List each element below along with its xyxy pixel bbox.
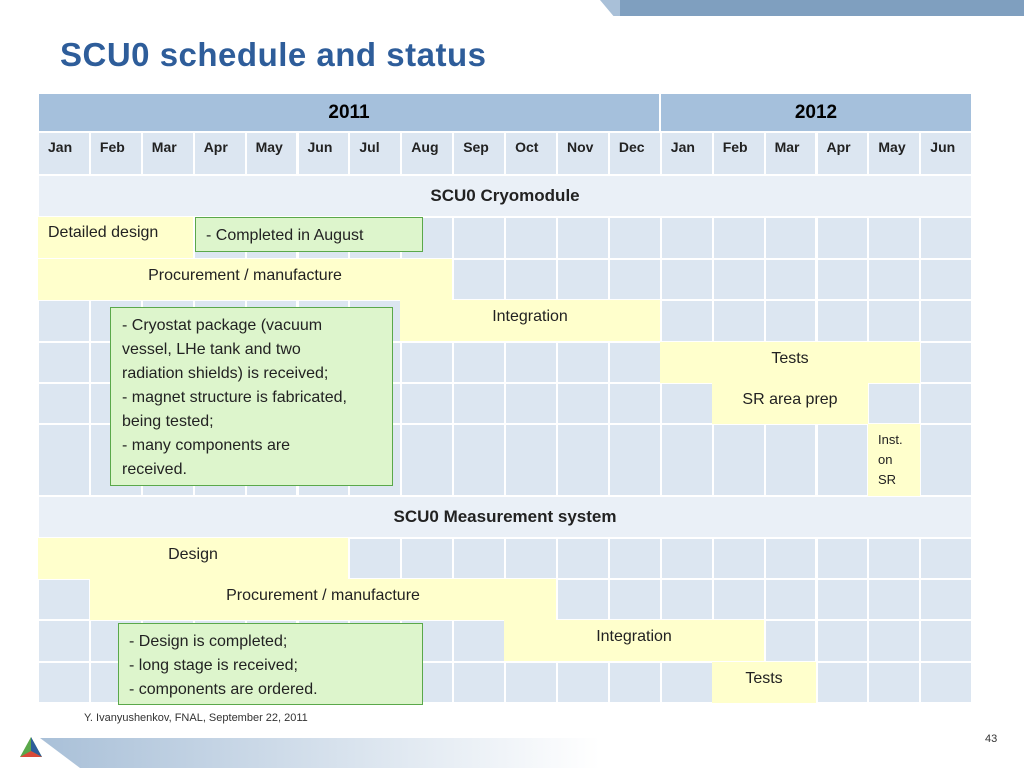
grid-cell <box>713 424 765 496</box>
grid-cell <box>817 620 869 662</box>
grid-cell <box>557 383 609 424</box>
grid-cell <box>868 579 920 620</box>
grid-cell <box>713 538 765 579</box>
grid-cell <box>38 383 90 424</box>
grid-cell <box>868 259 920 300</box>
grid-cell <box>453 620 505 662</box>
grid-cell <box>868 383 920 424</box>
grid-cell <box>401 383 453 424</box>
grid-cell <box>713 217 765 259</box>
grid-cell <box>661 217 713 259</box>
grid-cell <box>765 538 817 579</box>
grid-cell <box>920 342 972 383</box>
slide-title: SCU0 schedule and status <box>60 36 487 73</box>
grid-cell <box>609 579 661 620</box>
grid-cell <box>868 217 920 259</box>
grid-cell <box>713 259 765 300</box>
grid-cell <box>505 424 557 496</box>
bar-cryo-integration <box>400 300 660 341</box>
grid-cell <box>661 579 713 620</box>
bar-detailed-design-label: Detailed design <box>48 224 159 241</box>
grid-cell <box>609 538 661 579</box>
bar-meas-tests <box>712 662 816 703</box>
grid-cell <box>661 424 713 496</box>
grid-cell <box>609 259 661 300</box>
grid-cell <box>609 383 661 424</box>
month-header: Jun <box>920 132 972 175</box>
grid-cell <box>38 579 90 620</box>
grid-cell <box>557 217 609 259</box>
bar-meas-procurement-label: Procurement / manufacture <box>226 587 420 604</box>
grid-cell <box>38 424 90 496</box>
grid-cell <box>713 300 765 342</box>
note-measurement-status <box>118 623 423 705</box>
grid-cell <box>557 662 609 703</box>
grid-cell <box>557 259 609 300</box>
grid-cell <box>817 538 869 579</box>
section-cryomodule <box>38 175 972 217</box>
footer-author: Y. Ivanyushenkov, FNAL, September 22, 2011 <box>84 712 308 724</box>
grid-cell <box>817 259 869 300</box>
month-header: Sep <box>453 132 505 175</box>
bar-cryo-procurement-label: Procurement / manufacture <box>148 267 342 284</box>
grid-cell <box>453 424 505 496</box>
grid-cell <box>505 383 557 424</box>
month-header: Jul <box>349 132 401 175</box>
grid-cell <box>609 342 661 383</box>
month-header: Dec <box>609 132 661 175</box>
grid-cell <box>453 259 505 300</box>
decorative-band <box>620 0 1024 16</box>
note-completed <box>195 217 423 252</box>
month-header: Mar <box>142 132 194 175</box>
grid-cell <box>765 259 817 300</box>
grid-cell <box>453 217 505 259</box>
page-number: 43 <box>985 733 998 745</box>
month-header: May <box>868 132 920 175</box>
grid-cell <box>920 383 972 424</box>
grid-cell <box>453 538 505 579</box>
grid-cell <box>868 538 920 579</box>
grid-cell <box>401 342 453 383</box>
grid-cell <box>557 579 609 620</box>
grid-cell <box>453 342 505 383</box>
grid-cell <box>868 300 920 342</box>
grid-cell <box>505 538 557 579</box>
section-cryomodule-label: SCU0 Cryomodule <box>430 186 580 205</box>
month-header: Feb <box>90 132 142 175</box>
bar-meas-design <box>38 538 348 579</box>
month-header: Apr <box>817 132 869 175</box>
grid-cell <box>868 662 920 703</box>
bar-meas-design-label: Design <box>168 546 218 563</box>
bar-cryo-integration-label: Integration <box>492 308 568 325</box>
note-cryostat-line: - magnet structure is fabricated, <box>122 389 347 406</box>
grid-cell <box>920 662 972 703</box>
note-cryostat-line: vessel, LHe tank and two <box>122 341 301 358</box>
note-cryostat-line: radiation shields) is received; <box>122 365 329 382</box>
note-cryostat-line: - many components are <box>122 437 291 454</box>
grid-cell <box>817 300 869 342</box>
month-header: Jan <box>661 132 713 175</box>
bar-cryo-tests <box>660 342 920 383</box>
grid-cell <box>920 424 972 496</box>
year-2012 <box>660 93 972 132</box>
note-measurement-line: - long stage is received; <box>129 657 298 674</box>
grid-cell <box>38 662 90 703</box>
grid-cell <box>557 538 609 579</box>
grid-cell <box>401 424 453 496</box>
grid-cell <box>817 424 869 496</box>
bar-inst-on-sr <box>868 424 920 496</box>
bar-sr-area-prep-label: SR area prep <box>742 391 838 408</box>
grid-cell <box>609 217 661 259</box>
grid-cell <box>609 424 661 496</box>
bar-cryo-tests-label: Tests <box>771 350 809 367</box>
grid-cell <box>453 662 505 703</box>
grid-cell <box>661 300 713 342</box>
note-measurement-line: - components are ordered. <box>129 681 318 698</box>
section-measurement-label: SCU0 Measurement system <box>393 507 617 526</box>
note-completed-text: - Completed in August <box>206 227 364 244</box>
bar-detailed-design <box>38 217 193 258</box>
grid-cell <box>661 538 713 579</box>
month-header: Jun <box>298 132 350 175</box>
month-header: Apr <box>194 132 246 175</box>
grid-cell <box>868 620 920 662</box>
bar-sr-area-prep <box>712 383 868 424</box>
month-header: Mar <box>765 132 817 175</box>
grid-cell <box>765 217 817 259</box>
grid-cell <box>38 300 90 342</box>
month-header: Oct <box>505 132 557 175</box>
grid-cell <box>765 300 817 342</box>
month-header: Jan <box>38 132 90 175</box>
grid-cell <box>401 538 453 579</box>
grid-cell <box>609 662 661 703</box>
grid-cell <box>349 538 401 579</box>
grid-cell <box>557 342 609 383</box>
year-2011 <box>38 93 660 132</box>
grid-cell <box>817 662 869 703</box>
grid-cell <box>505 662 557 703</box>
inst-on-sr-line-2: on <box>878 452 893 467</box>
grid-cell <box>765 579 817 620</box>
grid-cell <box>661 662 713 703</box>
year-2012-label: 2012 <box>794 101 838 123</box>
bar-meas-integration-label: Integration <box>596 628 672 645</box>
note-cryostat-line: - Cryostat package (vacuum <box>122 317 323 334</box>
note-measurement-line: - Design is completed; <box>129 633 288 650</box>
grid-cell <box>505 259 557 300</box>
note-cryostat-line: being tested; <box>122 413 214 430</box>
grid-cell <box>713 579 765 620</box>
grid-cell <box>557 424 609 496</box>
bar-meas-tests-label: Tests <box>745 670 783 687</box>
grid-cell <box>661 259 713 300</box>
grid-cell <box>920 620 972 662</box>
grid-cell <box>38 342 90 383</box>
month-header: May <box>246 132 298 175</box>
month-header: Feb <box>713 132 765 175</box>
grid-cell <box>920 538 972 579</box>
grid-cell <box>661 383 713 424</box>
grid-cell <box>920 217 972 259</box>
month-header: Nov <box>557 132 609 175</box>
grid-cell <box>765 424 817 496</box>
bar-cryo-procurement <box>38 259 452 300</box>
note-cryostat-line: received. <box>122 461 187 478</box>
grid-cell <box>817 217 869 259</box>
bar-meas-integration <box>504 620 764 661</box>
grid-cell <box>920 300 972 342</box>
footer-decoration <box>40 738 600 768</box>
inst-on-sr-line-1: Inst. <box>878 432 903 447</box>
section-measurement <box>38 496 972 538</box>
bar-meas-procurement <box>90 579 556 620</box>
grid-cell <box>920 579 972 620</box>
month-header: Aug <box>401 132 453 175</box>
grid-cell <box>453 383 505 424</box>
grid-cell <box>505 342 557 383</box>
logo-icon <box>18 735 44 761</box>
year-2011-label: 2011 <box>328 101 370 123</box>
grid-cell <box>505 217 557 259</box>
inst-on-sr-line-3: SR <box>878 472 897 487</box>
grid-cell <box>38 620 90 662</box>
grid-cell <box>765 620 817 662</box>
grid-cell <box>920 259 972 300</box>
note-cryostat-status <box>110 307 393 486</box>
grid-cell <box>817 579 869 620</box>
